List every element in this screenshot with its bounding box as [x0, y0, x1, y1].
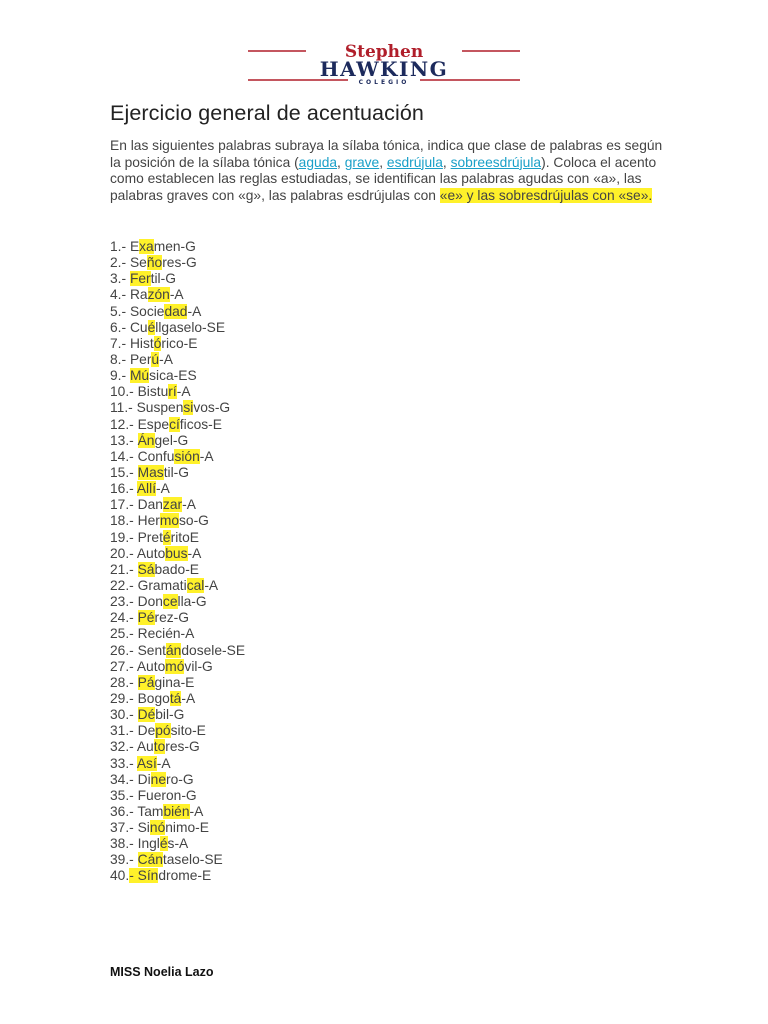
stressed-syllable: é: [159, 836, 168, 852]
word-part: -A: [156, 755, 171, 771]
item-number: 11.-: [110, 400, 137, 416]
word-part: Au: [136, 739, 154, 755]
word-part: til-G: [150, 271, 176, 287]
stressed-syllable: án: [166, 642, 182, 658]
list-item: [110, 626, 245, 642]
stressed-syllable: Pá: [137, 674, 155, 690]
item-number: 30.-: [110, 707, 138, 723]
list-item: [110, 836, 245, 852]
word-part: -A: [159, 351, 173, 367]
word-part: ficos-E: [179, 416, 222, 432]
word-part: -A: [176, 384, 191, 400]
word-part: Fueron-G: [137, 787, 197, 803]
item-number: 34.-: [110, 771, 138, 787]
list-item: [110, 691, 245, 707]
stressed-syllable: ó: [153, 335, 162, 351]
word-part: Pret: [137, 529, 163, 545]
word-part: -A: [199, 448, 214, 464]
word-part: Gramati: [137, 577, 187, 593]
word-part: ro-G: [166, 771, 194, 787]
word-part: drome-E: [158, 868, 212, 884]
stressed-syllable: ú: [151, 351, 160, 367]
instructions-highlight: «e» y las sobresdrújulas con «se».: [439, 187, 653, 203]
item-number: 26.-: [110, 642, 138, 658]
item-number: 35.-: [110, 787, 138, 803]
instructions-text-2: ). Coloca el acento como establecen las reglas estudiadas, se identifican las palabras agudas con «a», las palabras graves con «g», las palabras esdrújulas con: [110, 154, 657, 203]
item-number: 40.: [110, 868, 130, 884]
item-number: 31.-: [110, 723, 138, 739]
word-part: bado-E: [154, 561, 199, 577]
list-item: [110, 643, 245, 659]
word-part: Auto: [136, 658, 166, 674]
word-part: gel-G: [154, 432, 189, 448]
item-number: 6.-: [110, 319, 130, 335]
list-item: [110, 320, 245, 336]
word-list: [110, 239, 245, 885]
word-part: Auto: [136, 545, 166, 561]
word-part: Socie: [129, 303, 165, 319]
list-item: [110, 739, 245, 755]
instructions: [110, 138, 670, 204]
item-number: 7.-: [110, 335, 130, 351]
list-item: [110, 788, 245, 804]
item-number: 21.-: [110, 561, 138, 577]
list-item: [110, 352, 245, 368]
stressed-syllable: Sá: [137, 561, 155, 577]
stressed-syllable: Án: [137, 432, 155, 448]
link-grave[interactable]: grave: [344, 154, 380, 170]
teacher-name: MISS Noelia Lazo: [110, 965, 214, 979]
list-item: [110, 368, 245, 384]
list-item: [110, 610, 245, 626]
word-part: -A: [204, 577, 219, 593]
word-part: res-G: [162, 255, 197, 271]
list-item: [110, 578, 245, 594]
stressed-syllable: dad: [164, 303, 188, 319]
list-item: [110, 287, 245, 303]
stressed-syllable: xa: [139, 239, 154, 254]
word-part: sito-E: [170, 723, 206, 739]
list-item: [110, 384, 245, 400]
logo-top-text: Stephen: [344, 42, 424, 62]
word-part: ritoE: [170, 529, 199, 545]
word-part: dosele-SE: [181, 642, 246, 658]
item-number: 25.-: [110, 626, 138, 642]
list-item: [110, 513, 245, 529]
list-item: [110, 659, 245, 675]
word-part: men-G: [153, 239, 196, 254]
word-part: Di: [137, 771, 151, 787]
item-number: 33.-: [110, 755, 137, 771]
stressed-syllable: Cán: [137, 852, 163, 868]
word-part: Bistu: [137, 384, 169, 400]
item-number: 22.-: [110, 577, 138, 593]
item-number: 16.-: [110, 481, 137, 497]
word-part: bil-G: [155, 707, 185, 723]
word-part: -A: [189, 803, 204, 819]
item-number: 2.-: [110, 255, 130, 271]
item-number: 23.-: [110, 594, 138, 610]
word-part: Confu: [137, 448, 175, 464]
stressed-syllable: Así: [136, 755, 157, 771]
stressed-syllable: rí: [168, 384, 177, 400]
stressed-syllable: ño: [146, 255, 163, 271]
stressed-syllable: Mú: [129, 368, 150, 384]
instructions-paragraph: En las siguientes palabras subraya la sílaba tónica, indica que clase de palabras es según la posición de la sílaba tónica (aguda, grave, esdrújula, sobreesdrújula). Coloca el acento como establecen las reglas estudiadas, se identifican las palabras agudas con «a», las palabras graves con «g», las palabras esdrújulas con «e» y las sobresdrújulas con «se».: [110, 138, 663, 203]
word-part: llgaselo-SE: [155, 319, 226, 335]
list-item: [110, 546, 245, 562]
item-number: 3.-: [110, 271, 130, 287]
list-item: [110, 820, 245, 836]
word-part: E: [129, 239, 140, 254]
item-number: 24.-: [110, 610, 138, 626]
word-part: Suspen: [136, 400, 184, 416]
word-part: -A: [169, 287, 184, 303]
word-part: Her: [137, 513, 160, 529]
stressed-syllable: cal: [186, 577, 205, 593]
word-part: lla-G: [177, 594, 207, 610]
stressed-syllable: é: [162, 529, 171, 545]
word-part: Si: [137, 820, 150, 836]
item-number: 19.-: [110, 529, 138, 545]
stressed-syllable: Fer: [129, 271, 151, 287]
word-part: -A: [187, 303, 202, 319]
item-number: 27.-: [110, 658, 137, 674]
stressed-syllable: ne: [150, 771, 166, 787]
item-number: 14.-: [110, 448, 138, 464]
list-item: [110, 723, 245, 739]
word-part: Don: [137, 594, 163, 610]
stressed-syllable: - Sín: [129, 868, 159, 884]
list-item: [110, 530, 245, 546]
stressed-syllable: Mas: [137, 464, 164, 480]
list-item: [110, 465, 245, 481]
word-part: Cu: [129, 319, 148, 335]
item-number: 9.-: [110, 368, 130, 384]
stressed-syllable: mo: [159, 513, 180, 529]
stressed-syllable: cí: [169, 416, 180, 432]
stressed-syllable: tá: [169, 690, 182, 706]
word-part: Tam: [137, 803, 164, 819]
logo-sub-text: COLEGIO: [358, 79, 410, 86]
list-item: [110, 304, 245, 320]
word-part: vos-G: [193, 400, 231, 416]
item-number: 13.-: [110, 432, 138, 448]
list-item: [110, 417, 245, 433]
stressed-syllable: Dé: [137, 707, 156, 723]
list-item: [110, 239, 245, 255]
word-part: Se: [129, 255, 147, 271]
word-part: Hist: [129, 335, 154, 351]
stressed-syllable: ce: [162, 594, 178, 610]
list-item: [110, 852, 245, 868]
stressed-syllable: é: [147, 319, 156, 335]
list-item: [110, 271, 245, 287]
word-part: s-A: [167, 836, 189, 852]
stressed-syllable: bién: [163, 803, 190, 819]
word-part: Bogo: [137, 690, 170, 706]
list-item: [110, 481, 245, 497]
item-number: 15.-: [110, 464, 138, 480]
list-item: [110, 562, 245, 578]
list-item: [110, 400, 245, 416]
word-part: taselo-SE: [162, 852, 223, 868]
link-esdrujula[interactable]: esdrújula: [386, 154, 443, 170]
word-part: -A: [182, 497, 196, 513]
item-number: 5.-: [110, 303, 130, 319]
stressed-syllable: nó: [149, 820, 166, 836]
word-part: rez-G: [154, 610, 189, 626]
item-number: 32.-: [110, 739, 137, 755]
word-part: gina-E: [154, 674, 195, 690]
item-number: 38.-: [110, 836, 138, 852]
instructions-text-1: En las siguientes palabras subraya la sílaba tónica, indica que clase de palabras es según la posición de la sílaba tónica (: [110, 138, 663, 170]
word-part: -A: [187, 545, 202, 561]
list-item: [110, 336, 245, 352]
item-number: 8.-: [110, 351, 130, 367]
word-part: til-G: [163, 464, 189, 480]
stressed-syllable: si: [183, 400, 194, 416]
word-part: so-G: [179, 513, 209, 529]
list-item: [110, 449, 245, 465]
stressed-syllable: to: [153, 739, 166, 755]
word-part: nimo-E: [165, 820, 209, 836]
item-number: 1.-: [110, 239, 130, 254]
stressed-syllable: Allí: [136, 481, 157, 497]
school-logo-graphic: [244, 40, 524, 86]
item-number: 28.-: [110, 674, 138, 690]
list-item: [110, 497, 245, 513]
list-item: [110, 772, 245, 788]
word-part: Sent: [137, 642, 166, 658]
list-item: [110, 756, 245, 772]
word-part: res-G: [165, 739, 200, 755]
word-part: Recién-A: [137, 626, 195, 642]
stressed-syllable: bus: [165, 545, 188, 561]
list-item: [110, 594, 245, 610]
word-part: -A: [181, 690, 196, 706]
item-number: 12.-: [110, 416, 138, 432]
word-part: Ra: [129, 287, 148, 303]
stressed-syllable: mó: [165, 658, 185, 674]
list-item: [110, 707, 245, 723]
stressed-syllable: Pé: [137, 610, 155, 626]
stressed-syllable: pó: [155, 723, 171, 739]
item-number: 20.-: [110, 545, 137, 561]
stressed-syllable: zón: [147, 287, 170, 303]
list-item: [110, 804, 245, 820]
item-number: 36.-: [110, 803, 138, 819]
stressed-syllable: zar: [162, 497, 183, 513]
link-sobreesdrujula[interactable]: sobreesdrújula: [450, 154, 542, 170]
link-aguda[interactable]: aguda: [298, 154, 338, 170]
item-number: 17.-: [110, 497, 138, 513]
item-number: 18.-: [110, 513, 138, 529]
word-part: De: [137, 723, 156, 739]
item-number: 10.-: [110, 384, 138, 400]
item-number: 39.-: [110, 852, 138, 868]
school-logo: [244, 40, 524, 86]
page-title: Ejercicio general de acentuación: [110, 101, 424, 125]
item-number: 4.-: [110, 287, 130, 303]
list-item: [110, 255, 245, 271]
stressed-syllable: sión: [174, 448, 200, 464]
list-item: [110, 868, 245, 884]
word-part: vil-G: [184, 658, 213, 674]
word-part: Ingl: [137, 836, 160, 852]
word-part: Dan: [137, 497, 163, 513]
word-part: rico-E: [161, 335, 198, 351]
list-item: [110, 675, 245, 691]
list-item: [110, 433, 245, 449]
item-number: 37.-: [110, 820, 138, 836]
word-part: sica-ES: [149, 368, 197, 384]
word-part: Per: [129, 351, 152, 367]
word-part: -A: [156, 481, 170, 497]
item-number: 29.-: [110, 690, 138, 706]
logo-main-text: HAWKING: [319, 57, 449, 81]
word-part: Espe: [137, 416, 170, 432]
